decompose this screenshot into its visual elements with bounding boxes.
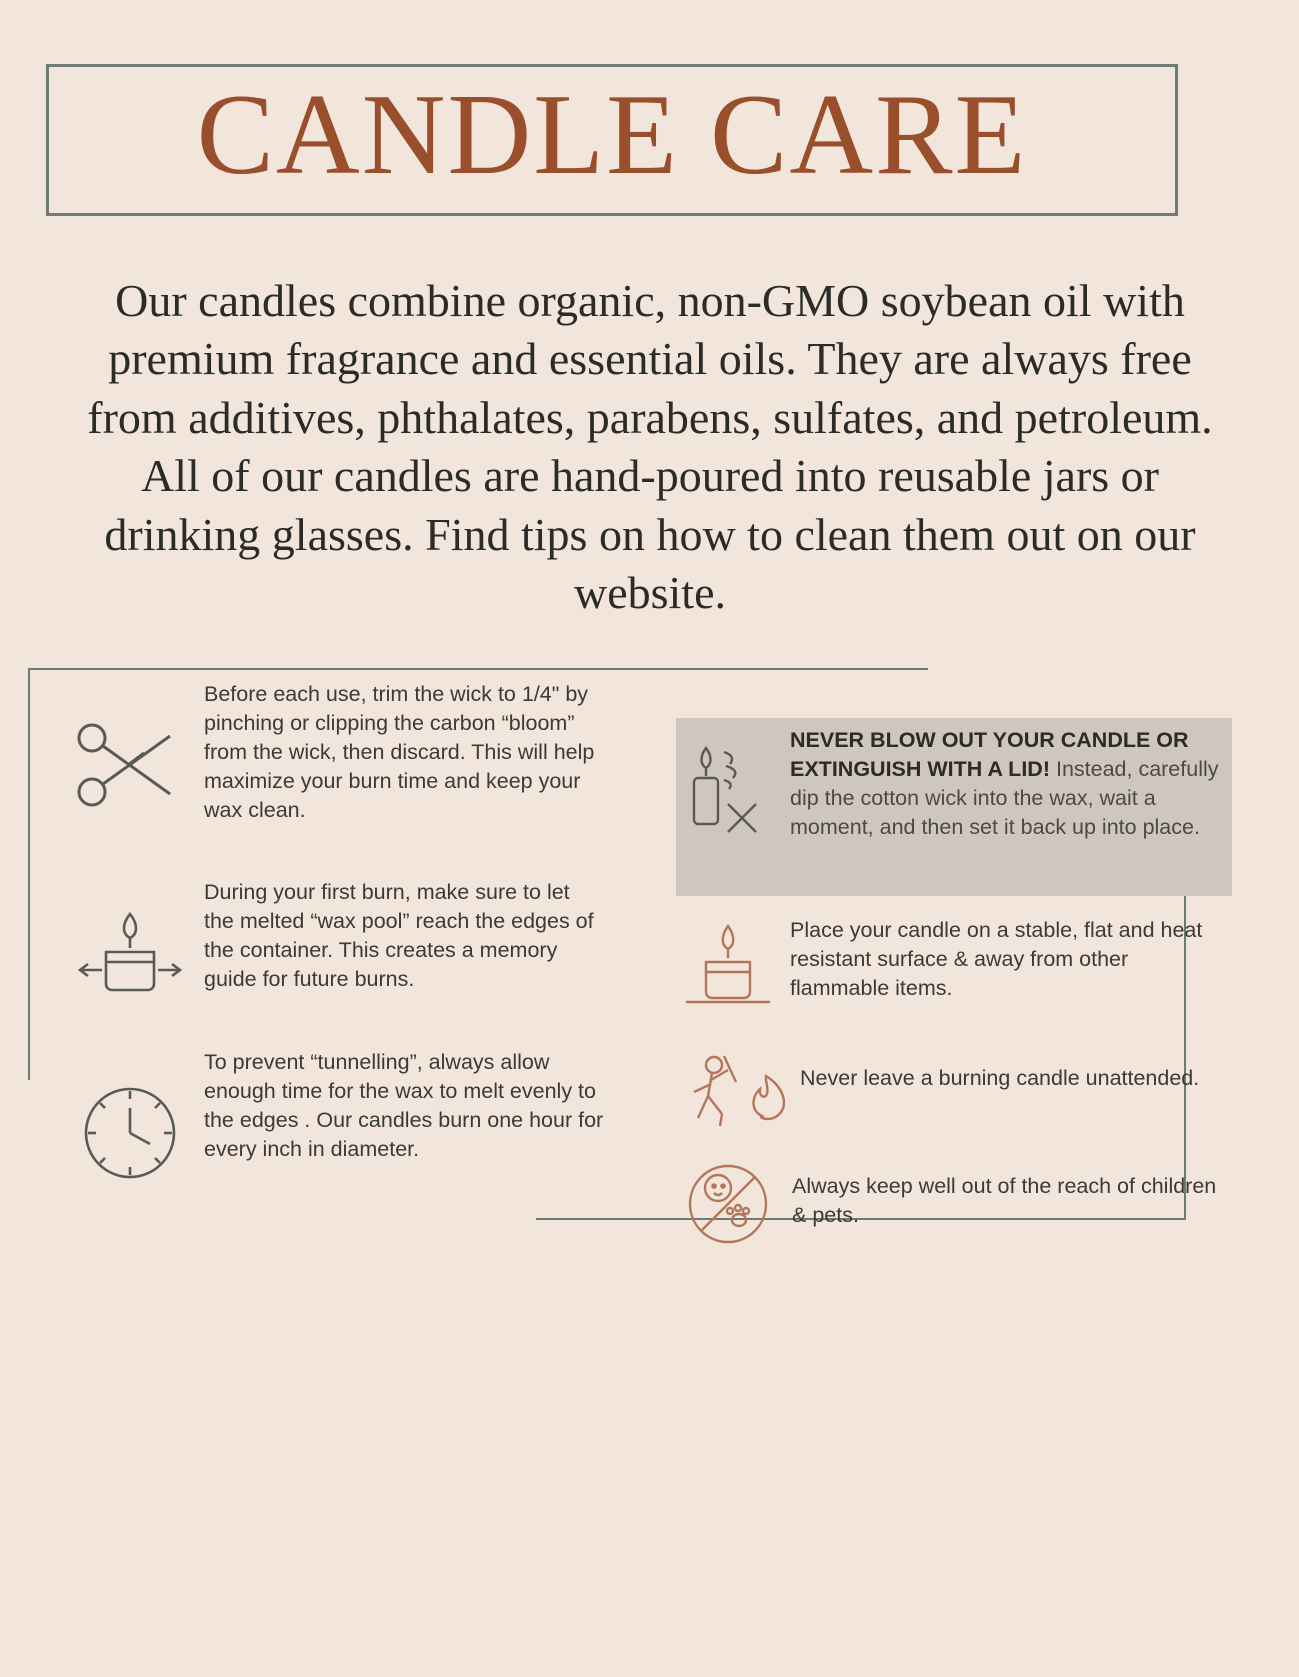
page-title: CANDLE CARE — [196, 71, 1028, 199]
candle-wax-pool-icon — [70, 896, 190, 1006]
tip-never-blow-out — [680, 726, 1220, 844]
tip-keep-away-children-pets-text: Always keep well out of the reach of children & pets. — [792, 1174, 1217, 1228]
tip-tunnelling-text: To prevent “tunnelling”, always allow enough time for the wax to melt evenly to the edges . Our candles burn one hour for every inch in diameter. — [204, 1050, 604, 1162]
intro-paragraph: Our candles combine organic, non-GMO soybean oil with premium fragrance and essential oils. They are always free from additives, phthalates, parabens, sulfates, and petroleum. All of our candles are hand-poured into reusable jars or drinking glasses. Find tips on how to clean them out on our website. — [87, 275, 1213, 619]
title-box — [46, 64, 1178, 216]
tip-never-blow-out-heading: NEVER BLOW OUT YOUR CANDLE OR EXTINGUISH WITH A LID! — [790, 728, 1189, 782]
no-blowing-candle-icon — [680, 732, 776, 844]
tip-stable-surface-text: Place your candle on a stable, flat and heat resistant surface & away from other flammable items. — [790, 918, 1203, 1001]
tip-keep-away-children-pets — [680, 1158, 1222, 1250]
tip-wax-pool-text: During your first burn, make sure to let the melted “wax pool” reach the edges of the container. This creates a memory guide for future burns. — [204, 880, 594, 992]
tip-trim-wick — [70, 680, 604, 825]
tip-never-blow-out-body: Instead, carefully dip the cotton wick into the wax, wait a moment, and then set it back up into place. — [790, 757, 1219, 840]
tip-never-blow-out-text — [790, 726, 1220, 842]
tip-trim-wick-text: Before each use, trim the wick to 1/4" by pinching or clipping the carbon “bloom” from the wick, then discard. This will help maximize your burn time and keep your wax clean. — [204, 682, 595, 823]
candle-flat-surface-icon — [680, 918, 776, 1014]
no-children-pets-icon — [680, 1158, 776, 1250]
person-running-fire-icon — [680, 1052, 790, 1134]
clock-icon — [70, 1078, 190, 1188]
tip-never-unattended-text: Never leave a burning candle unattended. — [800, 1066, 1200, 1090]
tip-wax-pool — [70, 878, 604, 1006]
tip-tunnelling — [70, 1048, 604, 1188]
tip-never-unattended — [680, 1052, 1220, 1134]
tip-stable-surface — [680, 916, 1230, 1014]
scissors-icon — [70, 710, 190, 820]
